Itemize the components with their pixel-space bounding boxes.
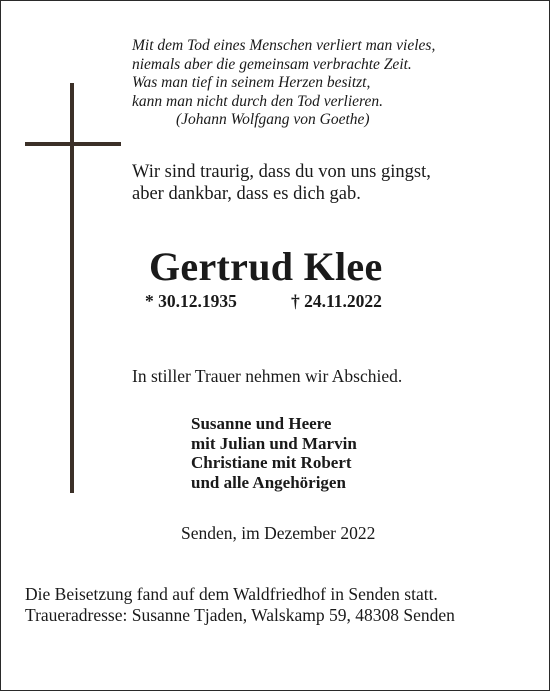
deceased-name: Gertrud Klee bbox=[149, 244, 383, 289]
address-line: Traueradresse: Susanne Tjaden, Walskamp 59, 48308 Senden bbox=[25, 605, 455, 625]
death-date: † 24.11.2022 bbox=[291, 291, 382, 311]
burial-line: Die Beisetzung fand auf dem Waldfriedhof in Senden statt. bbox=[25, 584, 438, 604]
birth-date: * 30.12.1935 bbox=[145, 291, 237, 311]
sentiment-line: aber dankbar, dass es dich gab. bbox=[132, 184, 361, 204]
goethe-quote bbox=[132, 37, 512, 130]
quote-line: kann man nicht durch den Tod verlieren. bbox=[132, 92, 383, 110]
quote-line: Mit dem Tod eines Menschen verliert man vieles, bbox=[132, 37, 436, 54]
quote-author: (Johann Wolfgang von Goethe) bbox=[176, 111, 370, 128]
place-date: Senden, im Dezember 2022 bbox=[181, 523, 376, 543]
mourner-line: mit Julian und Marvin bbox=[191, 433, 357, 453]
quote-line: niemals aber die gemeinsam verbrachte Zeit. bbox=[132, 55, 412, 73]
sentiment-line: Wir sind traurig, dass du von uns gingst, bbox=[132, 162, 431, 182]
mourner-line: Susanne und Heere bbox=[191, 414, 332, 433]
mourner-line: und alle Angehörigen bbox=[191, 472, 346, 492]
farewell-text: In stiller Trauer nehmen wir Abschied. bbox=[132, 366, 403, 386]
cross-icon-crossbar bbox=[25, 142, 121, 146]
sentiment-text bbox=[132, 161, 431, 205]
mourner-line: Christiane mit Robert bbox=[191, 453, 352, 472]
mourners-list bbox=[191, 414, 357, 492]
burial-info bbox=[25, 584, 455, 626]
quote-line: Was man tief in seinem Herzen besitzt, bbox=[132, 74, 371, 91]
